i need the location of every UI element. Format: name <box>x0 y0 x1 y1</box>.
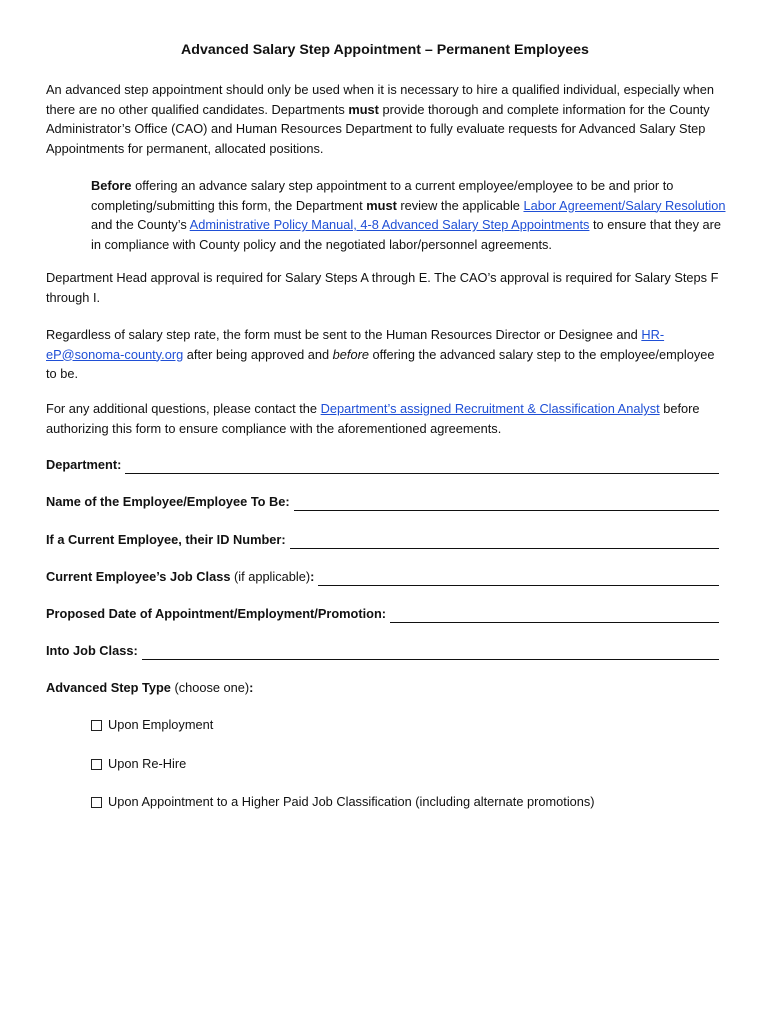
must-emphasis: must <box>366 197 397 213</box>
id-number-input-line[interactable] <box>290 534 719 549</box>
before-paragraph <box>91 176 731 254</box>
employee-name-input-line[interactable] <box>294 496 719 511</box>
department-label: Department: <box>46 457 122 472</box>
hr-email-link[interactable]: HR-eP@sonoma-county.org <box>46 327 665 362</box>
option-label: Upon Appointment to a Higher Paid Job Classification (including alternate promotions) <box>108 794 595 809</box>
questions-paragraph <box>46 399 722 438</box>
before-text-1: offering an advance salary step appointment to a current employee/employee to be and prior to completing/submitting this form, the Department <box>91 178 674 213</box>
checkbox[interactable] <box>91 759 102 770</box>
regardless-text-1: Regardless of salary step rate, the form must be sent to the Human Resources Director or Designee and <box>46 327 642 342</box>
id-number-field <box>46 531 719 549</box>
step-type-heading <box>46 679 253 697</box>
department-field <box>46 456 719 474</box>
proposed-date-input-line[interactable] <box>390 608 719 623</box>
analyst-link[interactable]: Department’s assigned Recruitment & Classification Analyst <box>320 401 660 416</box>
policy-manual-link[interactable]: Administrative Policy Manual, 4-8 Advanced Salary Step Appointments <box>189 217 590 232</box>
job-class-colon: : <box>310 569 315 584</box>
employee-name-field <box>46 493 719 511</box>
regardless-text-3: offering the advanced salary step to the employee/employee to be. <box>46 346 715 381</box>
intro-text-2: provide thorough and complete information for the County Administrator’s Office (CAO) and Human Resources Department to fully evaluate requests for Advanced Salary Step Appointments for permanent, allocated positions. <box>46 101 710 156</box>
before-italic: before <box>332 346 369 362</box>
checkbox[interactable] <box>91 720 102 731</box>
before-emphasis: Before <box>91 178 132 193</box>
step-type-note: (choose one) <box>170 680 250 695</box>
regardless-text-2: after being approved and <box>183 346 333 362</box>
questions-text-1: For any additional questions, please contact the <box>46 401 321 416</box>
option-upon-rehire[interactable] <box>91 755 186 773</box>
intro-paragraph <box>46 80 722 158</box>
department-input-line[interactable] <box>125 459 719 474</box>
regardless-paragraph <box>46 325 722 384</box>
job-class-input-line[interactable] <box>318 571 719 586</box>
checkbox[interactable] <box>91 797 102 808</box>
option-upon-employment[interactable] <box>91 716 213 734</box>
step-type-label: Advanced Step Type <box>46 680 171 695</box>
questions-text-2: before authorizing this form to ensure compliance with the aforementioned agreements. <box>46 401 700 436</box>
intro-emphasis: must <box>348 101 379 117</box>
option-label: Upon Re-Hire <box>108 756 187 771</box>
before-text-4: to ensure that they are in compliance with County policy and the negotiated labor/personnel agreements. <box>91 217 722 252</box>
labor-agreement-link[interactable]: Labor Agreement/Salary Resolution <box>523 197 726 213</box>
employee-name-label: Name of the Employee/Employee To Be: <box>46 494 290 509</box>
job-class-note: (if applicable) <box>230 569 311 584</box>
option-higher-paid-classification[interactable] <box>91 793 595 811</box>
before-text-2: review the applicable <box>396 197 524 213</box>
into-job-class-field <box>46 642 719 660</box>
proposed-date-field <box>46 605 719 623</box>
option-label: Upon Employment <box>108 717 214 732</box>
page-title: Advanced Salary Step Appointment – Permanent Employees <box>181 42 589 58</box>
before-text-3: and the County’s <box>91 217 190 232</box>
intro-text-1: An advanced step appointment should only be used when it is necessary to hire a qualified individual, especially when there are no other qualified candidates. Departments <box>46 82 714 117</box>
into-job-class-label: Into Job Class: <box>46 643 138 658</box>
id-number-label: If a Current Employee, their ID Number: <box>46 532 286 547</box>
job-class-label: Current Employee’s Job Class <box>46 569 231 584</box>
job-class-field <box>46 568 719 586</box>
step-type-colon: : <box>249 680 254 695</box>
approval-paragraph: Department Head approval is required for Salary Steps A through E. The CAO’s approval is required for Salary Steps F through I. <box>46 270 719 305</box>
proposed-date-label: Proposed Date of Appointment/Employment/Promotion: <box>46 606 387 621</box>
into-job-class-input-line[interactable] <box>142 645 719 660</box>
